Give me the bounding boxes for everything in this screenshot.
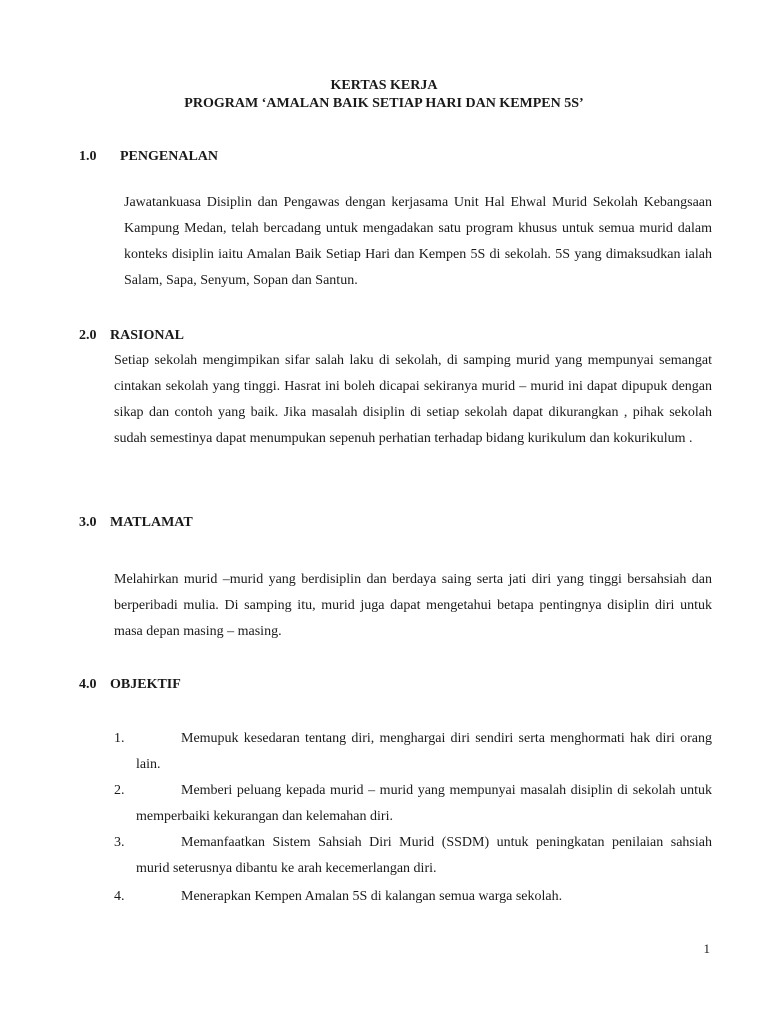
section-number: 4.0: [79, 677, 97, 692]
section-heading-objektif: OBJEKTIF: [110, 677, 181, 692]
section-heading-pengenalan: PENGENALAN: [120, 149, 219, 164]
section-text-pengenalan: Jawatankuasa Disiplin dan Pengawas dengan kerjasama Unit Hal Ehwal Murid Sekolah Kebangsaan Kampung Medan, telah bercadang untuk mengadakan satu program khusus untuk semua murid dalam konteks disiplin iaitu Amalan Baik Setiap Hari dan Kempen 5S di sekolah. 5S yang dimaksudkan ialah Salam, Sapa, Senyum, Sopan dan Santun.: [124, 195, 712, 288]
section-number: 1.0: [79, 149, 97, 164]
objective-text: Menerapkan Kempen Amalan 5S di kalangan semua warga sekolah.: [181, 889, 563, 904]
objective-number: 2.: [114, 783, 125, 798]
section-text-rasional: Setiap sekolah mengimpikan sifar salah laku di sekolah, di samping murid yang mempunyai semangat cintakan sekolah yang tinggi. Hasrat ini boleh dicapai sekiranya murid – murid ini dapat dipupuk dengan sikap dan contoh yang baik. Jika masalah disiplin di setiap sekolah dapat dikurangkan , pihak sekolah sudah semestinya dapat menumpukan sepenuh perhatian terhadap bidang kurikulum dan kokurikulum .: [114, 353, 712, 446]
objective-text: Memupuk kesedaran tentang diri, menghargai diri sendiri serta menghormati hak diri orang lain.: [136, 731, 712, 772]
objective-item: [114, 884, 712, 910]
objective-number: 1.: [114, 731, 125, 746]
section-number: 3.0: [79, 515, 97, 530]
objective-number: 3.: [114, 835, 125, 850]
objective-number: 4.: [114, 889, 125, 904]
objective-item: [114, 778, 712, 830]
objective-item: [114, 726, 712, 778]
section-text-matlamat: Melahirkan murid –murid yang berdisiplin dan berdaya saing serta jati diri yang tinggi bersahsiah dan berperibadi mulia. Di samping itu, murid juga dapat mengetahui betapa pentingnya disiplin diri untuk masa depan masing – masing.: [114, 572, 712, 639]
document-subtitle: PROGRAM ‘AMALAN BAIK SETIAP HARI DAN KEMPEN 5S’: [184, 96, 584, 111]
document-title: KERTAS KERJA: [330, 78, 438, 93]
section-heading-matlamat: MATLAMAT: [110, 515, 193, 530]
objective-text: Memanfaatkan Sistem Sahsiah Diri Murid (SSDM) untuk peningkatan penilaian sahsiah murid seterusnya dibantu ke arah kecemerlangan diri.: [136, 835, 712, 876]
section-heading-rasional: RASIONAL: [110, 328, 184, 343]
page-number: 1: [703, 941, 710, 956]
section-number: 2.0: [79, 328, 97, 343]
objective-item: [114, 830, 712, 882]
objective-text: Memberi peluang kepada murid – murid yang mempunyai masalah disiplin di sekolah untuk memperbaiki kekurangan dan kelemahan diri.: [136, 783, 712, 824]
